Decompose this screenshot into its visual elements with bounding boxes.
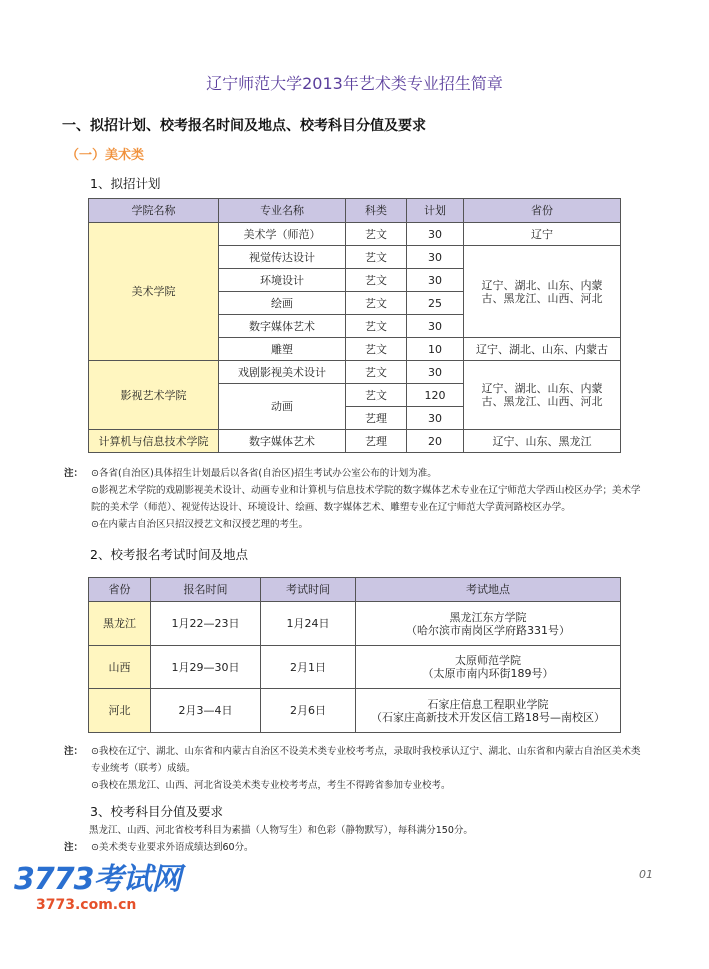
exam-date-cell: 1月24日 — [261, 602, 356, 646]
note-item: ⊙影视艺术学院的戏剧影视美术设计、动画专业和计算机与信息技术学院的数字媒体艺术专业在辽宁师范大学西山校区办学；美术学院的美术学（师范）、视觉传达设计、环境设计、绘画、数字媒体艺术、雕塑专业在辽宁师范大学黄河路校区办学。 — [91, 485, 641, 513]
plan-heading: 1、拟招计划 — [90, 176, 161, 191]
type-cell: 艺文 — [346, 338, 407, 361]
subsection-heading: （一）美术类 — [66, 148, 145, 163]
type-cell: 艺理 — [346, 430, 407, 453]
note-label: 注： — [64, 842, 84, 853]
count-cell: 10 — [407, 338, 464, 361]
type-cell: 艺文 — [346, 269, 407, 292]
province-cell: 黑龙江 — [89, 602, 151, 646]
registration-cell: 2月3—4日 — [151, 689, 261, 733]
college-cell: 影视艺术学院 — [89, 361, 219, 430]
exam-heading: 2、校考报名考试时间及地点 — [90, 547, 248, 562]
major-cell: 雕塑 — [219, 338, 346, 361]
table-row — [89, 430, 621, 453]
province-cell: 辽宁、湖北、山东、内蒙古 — [464, 338, 621, 361]
major-cell: 数字媒体艺术 — [219, 430, 346, 453]
major-cell: 数字媒体艺术 — [219, 315, 346, 338]
count-cell: 30 — [407, 246, 464, 269]
header-cell: 学院名称 — [89, 199, 219, 223]
table-row — [89, 602, 621, 646]
page-title: 辽宁师范大学2013年艺术类专业招生简章 — [206, 74, 503, 93]
type-cell: 艺文 — [346, 292, 407, 315]
location-address: （太原市南内环街189号） — [422, 667, 554, 680]
table-row — [89, 361, 621, 384]
note-item: ⊙各省(自治区)具体招生计划最后以各省(自治区)招生考试办公室公布的计划为准。 — [91, 468, 437, 479]
major-cell: 戏剧影视美术设计 — [219, 361, 346, 384]
province-cell: 辽宁、湖北、山东、内蒙古、黑龙江、山西、河北 — [464, 361, 621, 430]
watermark-logo: 3773考试网 — [14, 862, 181, 897]
type-cell: 艺文 — [346, 223, 407, 246]
notes-exam — [64, 743, 644, 794]
count-cell: 25 — [407, 292, 464, 315]
location-name: 石家庄信息工程职业学院 — [427, 697, 549, 711]
count-cell: 20 — [407, 430, 464, 453]
location-address: （石家庄高新技术开发区信工路18号—南校区） — [371, 710, 605, 724]
header-cell: 考试地点 — [356, 578, 621, 602]
college-cell: 计算机与信息技术学院 — [89, 430, 219, 453]
header-cell: 省份 — [464, 199, 621, 223]
registration-cell: 1月29—30日 — [151, 646, 261, 689]
province-cell: 河北 — [89, 689, 151, 733]
page-number: 01 — [639, 868, 653, 881]
note-label: 注： — [64, 468, 84, 479]
type-cell: 艺理 — [346, 407, 407, 430]
major-cell: 动画 — [219, 384, 346, 430]
major-cell: 绘画 — [219, 292, 346, 315]
count-cell: 120 — [407, 384, 464, 407]
scores-text: 黑龙江、山西、河北省校考科目为素描（人物写生）和色彩（静物默写），每科满分150分。 — [89, 825, 473, 836]
exam-date-cell: 2月6日 — [261, 689, 356, 733]
plan-table — [88, 198, 621, 453]
location-cell — [356, 602, 621, 646]
type-cell: 艺文 — [346, 315, 407, 338]
count-cell: 30 — [407, 223, 464, 246]
count-cell: 30 — [407, 315, 464, 338]
note-item: ⊙在内蒙古自治区只招汉授艺文和汉授艺理的考生。 — [91, 519, 308, 530]
exam-table — [88, 577, 621, 733]
notes-plan — [64, 465, 644, 533]
scores-heading: 3、校考科目分值及要求 — [90, 804, 223, 819]
section-heading: 一、拟招计划、校考报名时间及地点、校考科目分值及要求 — [62, 118, 426, 134]
major-cell: 美术学（师范） — [219, 223, 346, 246]
header-cell: 科类 — [346, 199, 407, 223]
note-item: ⊙我校在黑龙江、山西、河北省设美术类专业校考考点，考生不得跨省参加专业校考。 — [91, 780, 451, 791]
header-cell: 计划 — [407, 199, 464, 223]
province-cell: 山西 — [89, 646, 151, 689]
location-name: 黑龙江东方学院 — [449, 610, 527, 624]
location-cell — [356, 689, 621, 733]
notes-scores — [64, 839, 644, 856]
college-cell: 美术学院 — [89, 223, 219, 361]
type-cell: 艺文 — [346, 384, 407, 407]
type-cell: 艺文 — [346, 246, 407, 269]
note-item: ⊙我校在辽宁、湖北、山东省和内蒙古自治区不设美术类专业校考考点，录取时我校承认辽宁、湖北、山东省和内蒙古自治区美术类专业统考（联考）成绩。 — [91, 746, 641, 774]
table-row — [89, 689, 621, 733]
registration-cell: 1月22—23日 — [151, 602, 261, 646]
location-cell — [356, 646, 621, 689]
location-name: 太原师范学院 — [455, 654, 521, 667]
count-cell: 30 — [407, 407, 464, 430]
major-cell: 视觉传达设计 — [219, 246, 346, 269]
watermark-url: 3773.com.cn — [36, 897, 137, 913]
note-item: ⊙美术类专业要求外语成绩达到60分。 — [91, 842, 254, 853]
major-cell: 环境设计 — [219, 269, 346, 292]
province-cell: 辽宁 — [464, 223, 621, 246]
location-address: （哈尔滨市南岗区学府路331号） — [406, 623, 570, 637]
header-cell: 省份 — [89, 578, 151, 602]
province-cell: 辽宁、湖北、山东、内蒙古、黑龙江、山西、河北 — [464, 246, 621, 338]
table-header-row — [89, 578, 621, 602]
note-label: 注： — [64, 746, 84, 757]
footer — [14, 864, 709, 924]
type-cell: 艺文 — [346, 361, 407, 384]
count-cell: 30 — [407, 361, 464, 384]
exam-date-cell: 2月1日 — [261, 646, 356, 689]
header-cell: 考试时间 — [261, 578, 356, 602]
table-row — [89, 646, 621, 689]
header-cell: 专业名称 — [219, 199, 346, 223]
header-cell: 报名时间 — [151, 578, 261, 602]
table-header-row — [89, 199, 621, 223]
count-cell: 30 — [407, 269, 464, 292]
province-cell: 辽宁、山东、黑龙江 — [464, 430, 621, 453]
table-row — [89, 223, 621, 246]
